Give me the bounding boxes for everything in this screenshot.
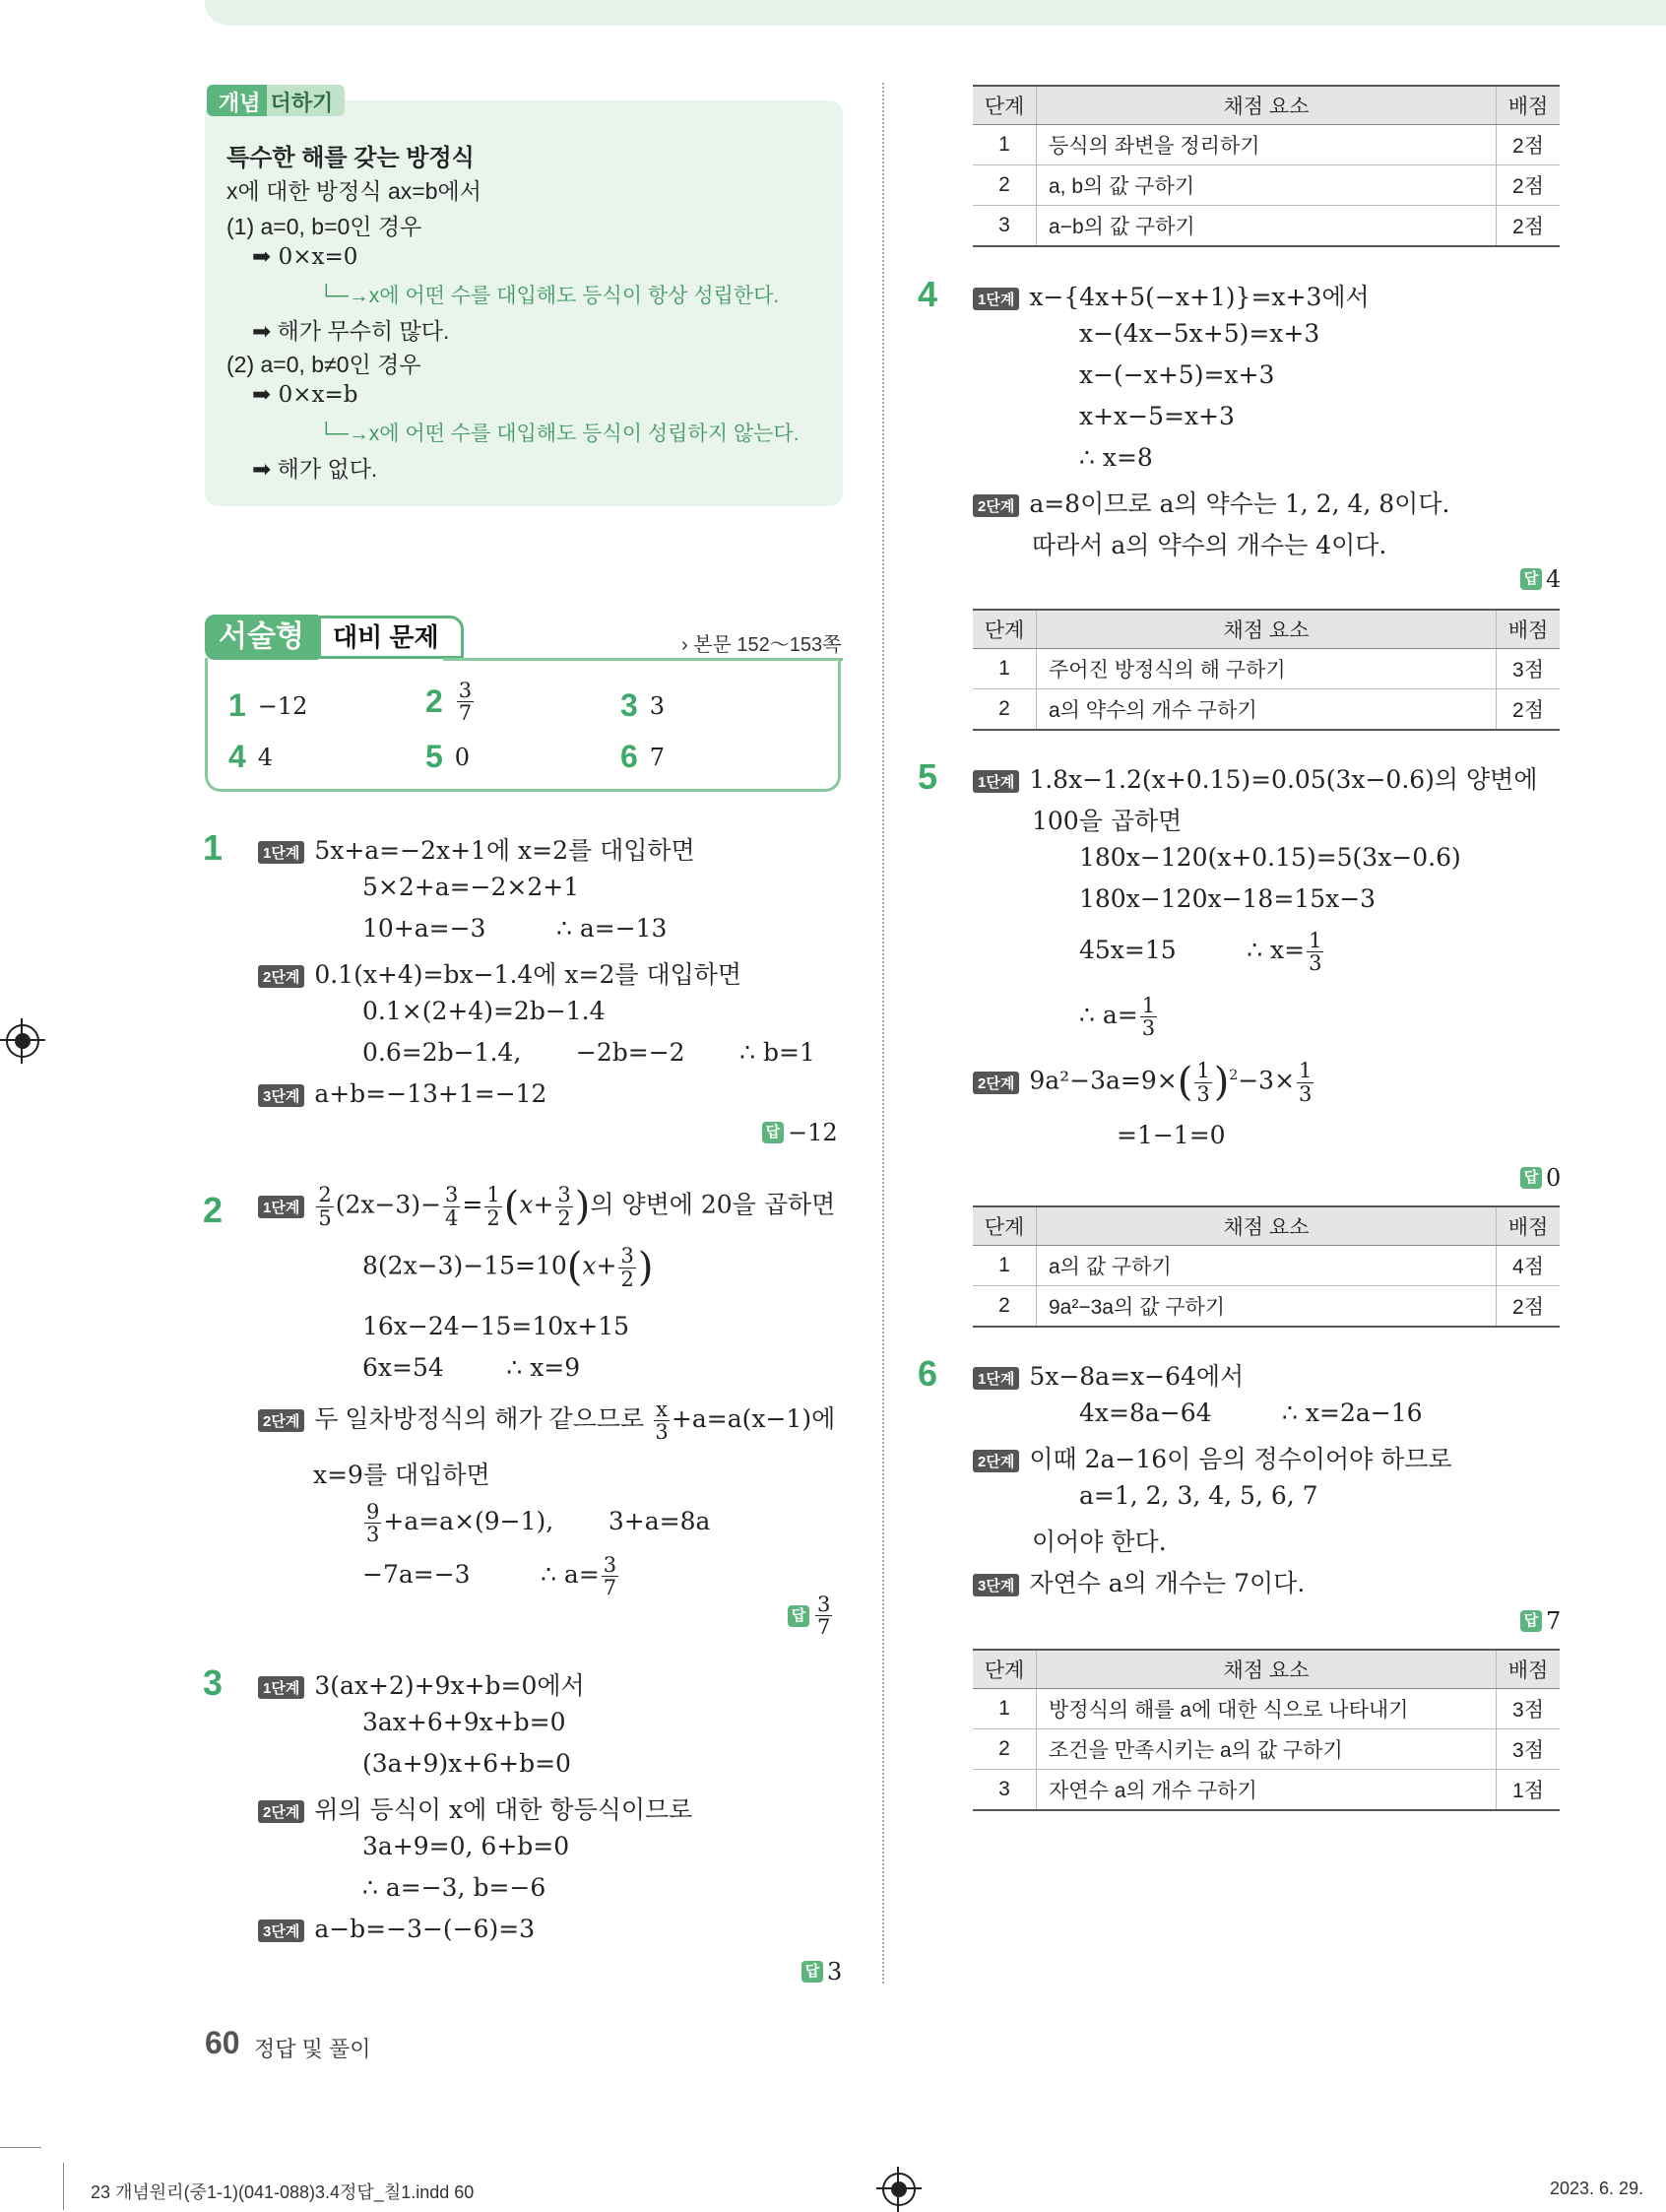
answer-icon: 답 <box>801 1961 823 1983</box>
solution-text: +a=a×(9−1), 3+a=8a <box>383 1507 711 1536</box>
frac-den: 7 <box>603 1576 617 1600</box>
quick-answer <box>425 739 470 775</box>
solution-line: x+x−5=x+3 <box>1079 402 1235 430</box>
table-row <box>973 1729 1560 1770</box>
answer-value: 4 <box>1546 565 1562 593</box>
cell-points: 2점 <box>1497 689 1561 731</box>
solution-text: 위의 등식이 x에 대한 항등식이므로 <box>314 1795 693 1824</box>
answer-icon: 답 <box>762 1122 784 1143</box>
solution-text: 45x=15 ∴ x= <box>1079 936 1306 965</box>
solution-line <box>258 1079 546 1108</box>
table-row <box>973 125 1560 165</box>
answer-value: 4 <box>257 743 274 771</box>
solution-line <box>973 1564 1305 1599</box>
table-header-row <box>973 610 1560 649</box>
col-points: 배점 <box>1497 1206 1561 1246</box>
answer-mark <box>1520 1607 1561 1635</box>
registration-mark-icon <box>882 2173 916 2206</box>
answer-value: −12 <box>788 1119 838 1146</box>
cell-points: 2점 <box>1497 206 1561 247</box>
step-badge: 1단계 <box>973 770 1019 793</box>
table-row <box>973 1286 1560 1328</box>
frac-num: 1 <box>1309 929 1322 952</box>
step-badge: 3단계 <box>973 1574 1019 1596</box>
solution-line: x=9를 대입하면 <box>313 1461 490 1489</box>
step-badge: 1단계 <box>258 1676 304 1699</box>
quick-answer <box>228 687 307 724</box>
table-header-row <box>973 86 1560 125</box>
step-badge: 2단계 <box>258 1409 304 1432</box>
concept-note: └─→x에 어떤 수를 대입해도 등식이 성립하지 않는다. <box>319 423 800 445</box>
paren: ) <box>574 1184 591 1229</box>
crop-mark <box>0 2147 41 2148</box>
table-row <box>973 1689 1560 1729</box>
problem-number: 2 <box>203 1190 224 1230</box>
problem-number: 5 <box>918 756 938 797</box>
quick-answer <box>620 739 665 775</box>
solution-line <box>258 955 741 991</box>
solution-line <box>258 1666 585 1702</box>
col-points: 배점 <box>1497 86 1561 125</box>
solution-line <box>973 1440 1452 1475</box>
col-step: 단계 <box>973 1650 1037 1689</box>
concept-line: (1) a=0, b=0인 경우 <box>226 214 422 239</box>
frac-den: 5 <box>318 1205 332 1230</box>
concept-line: ➡ 0×x=0 <box>252 244 358 270</box>
solution-line: 6x=54 ∴ x=9 <box>362 1353 581 1382</box>
solution-text: (2x−3)− <box>335 1190 442 1219</box>
solution-line: 180x−120x−18=15x−3 <box>1079 884 1377 913</box>
answer-value: 0 <box>1546 1164 1562 1192</box>
cell-step: 2 <box>973 1729 1037 1770</box>
essay-label-a: 서술형 <box>205 615 318 660</box>
top-band <box>205 0 1666 26</box>
col-element: 채점 요소 <box>1037 1650 1497 1689</box>
solution-text: = <box>462 1190 483 1219</box>
concept-line: (2) a=0, b≠0인 경우 <box>226 352 421 377</box>
solution-line: a=1, 2, 3, 4, 5, 6, 7 <box>1079 1481 1318 1510</box>
cell-points: 2점 <box>1497 125 1561 165</box>
solution-line: 0.6=2b−1.4, −2b=−2 ∴ b=1 <box>362 1038 815 1067</box>
frac-num: 3 <box>445 1183 459 1207</box>
solution-text: 3(ax+2)+9x+b=0에서 <box>314 1671 585 1700</box>
step-badge: 1단계 <box>258 841 304 864</box>
solution-line <box>973 760 1537 796</box>
frac-num: 3 <box>603 1553 617 1577</box>
page-number: 60 <box>205 2025 240 2060</box>
scoring-table-5 <box>973 1205 1560 1328</box>
table-row <box>973 165 1560 206</box>
concept-tag-a: 개념 <box>207 85 267 116</box>
step-badge: 1단계 <box>258 1196 304 1218</box>
concept-line: ➡ 해가 무수히 많다. <box>252 318 450 344</box>
solution-line: 10+a=−3 ∴ a=−13 <box>362 914 668 943</box>
frac-den: 3 <box>1309 951 1322 976</box>
scoring-table-4 <box>973 609 1560 731</box>
solution-line <box>258 1915 535 1943</box>
cell-element: a, b의 값 구하기 <box>1037 165 1497 206</box>
scoring-table-3 <box>973 85 1560 247</box>
frac-den: 7 <box>458 701 473 726</box>
solution-line: 0.1×(2+4)=2b−1.4 <box>362 997 606 1025</box>
problem-number: 6 <box>918 1353 938 1394</box>
solution-line <box>362 1501 710 1545</box>
frac-num: 3 <box>557 1183 571 1207</box>
crop-mark <box>63 2163 64 2210</box>
answer-value: 7 <box>1546 1607 1562 1635</box>
quick-answer <box>228 739 273 775</box>
cell-element: a의 약수의 개수 구하기 <box>1037 689 1497 731</box>
solution-line <box>973 278 1370 313</box>
solution-text: −3× <box>1238 1066 1296 1095</box>
frac-num: 3 <box>817 1593 831 1616</box>
cell-step: 1 <box>973 1246 1037 1286</box>
answer-icon: 답 <box>1520 1167 1542 1189</box>
step-badge: 2단계 <box>258 965 304 988</box>
frac-num: 1 <box>486 1183 500 1207</box>
cell-element: 9a²−3a의 값 구하기 <box>1037 1286 1497 1328</box>
solution-line: 180x−120(x+0.15)=5(3x−0.6) <box>1079 843 1461 872</box>
solution-text: 8(2x−3)−15=10 <box>362 1251 567 1280</box>
answer-num: 4 <box>228 739 246 774</box>
solution-text: 두 일차방정식의 해가 같으므로 <box>314 1405 645 1434</box>
solution-text: 5x−8a=x−64에서 <box>1029 1362 1245 1391</box>
step-badge: 2단계 <box>973 1072 1019 1094</box>
answer-mark <box>788 1594 834 1638</box>
answer-mark <box>762 1119 838 1146</box>
solution-line: 100을 곱하면 <box>1032 807 1183 835</box>
solution-line: (3a+9)x+6+b=0 <box>362 1749 571 1778</box>
concept-title: 특수한 해를 갖는 방정식 <box>226 145 475 171</box>
problem-number: 3 <box>203 1662 224 1703</box>
cell-element: 자연수 a의 개수 구하기 <box>1037 1770 1497 1811</box>
table-header-row <box>973 1206 1560 1246</box>
concept-line: ➡ 0×x=b <box>252 382 358 408</box>
var-x: x <box>582 1251 597 1280</box>
cell-step: 2 <box>973 165 1037 206</box>
solution-line <box>258 1399 835 1443</box>
essay-header <box>205 615 464 660</box>
step-badge: 2단계 <box>973 1450 1019 1472</box>
frac-den: 2 <box>620 1267 634 1291</box>
answer-mark <box>1520 565 1561 593</box>
frac-den: 2 <box>486 1205 500 1230</box>
solution-text: 이때 2a−16이 음의 정수이어야 하므로 <box>1029 1445 1452 1473</box>
cell-element: 주어진 방정식의 해 구하기 <box>1037 649 1497 689</box>
solution-text: 자연수 a의 개수는 7이다. <box>1029 1569 1306 1597</box>
col-step: 단계 <box>973 86 1037 125</box>
solution-line: 이어야 한다. <box>1032 1528 1167 1556</box>
table-header-row <box>973 1650 1560 1689</box>
solution-text: ∴ a= <box>1079 1001 1138 1030</box>
solution-line: 5×2+a=−2×2+1 <box>362 873 580 901</box>
cell-step: 1 <box>973 1689 1037 1729</box>
answer-icon: 답 <box>1520 1610 1542 1632</box>
frac-den: 3 <box>1141 1016 1156 1041</box>
col-step: 단계 <box>973 610 1037 649</box>
solution-line <box>1079 930 1325 974</box>
step-badge: 2단계 <box>973 494 1019 517</box>
col-points: 배점 <box>1497 1650 1561 1689</box>
solution-text: a+b=−13+1=−12 <box>314 1079 547 1108</box>
scoring-table-6 <box>973 1649 1560 1811</box>
col-element: 채점 요소 <box>1037 86 1497 125</box>
solution-text: 1.8x−1.2(x+0.15)=0.05(3x−0.6)의 양변에 <box>1029 765 1538 794</box>
paren: ( <box>503 1184 520 1229</box>
frac-den: 3 <box>1299 1081 1313 1106</box>
frac-den: 3 <box>366 1523 380 1547</box>
paren: ) <box>1213 1060 1230 1105</box>
cell-step: 1 <box>973 649 1037 689</box>
solution-text: a−b=−3−(−6)=3 <box>314 1915 536 1943</box>
answer-num: 2 <box>425 683 443 720</box>
solution-line: =1−1=0 <box>1117 1121 1226 1149</box>
cell-points: 3점 <box>1497 1729 1561 1770</box>
cell-element: a의 값 구하기 <box>1037 1246 1497 1286</box>
exponent: 2 <box>1229 1068 1239 1084</box>
frac-den: 4 <box>445 1205 459 1230</box>
solution-line: 1단계 $\frac{2}{5}$ (2x−3)− $\frac{3}{4}$ = $\frac{1}{2}$ (x+ $\frac{3}{2}$ )의 양변에 20을 곱하면 <box>258 1184 835 1229</box>
solution-line <box>973 1357 1244 1393</box>
problem-number: 4 <box>918 274 938 314</box>
frac-den: 2 <box>557 1205 571 1230</box>
footer-label: 정답 및 풀이 <box>254 2037 371 2061</box>
cell-points: 2점 <box>1497 165 1561 206</box>
table-row <box>973 1246 1560 1286</box>
concept-tag <box>207 85 345 116</box>
registration-mark-icon <box>6 1024 39 1058</box>
cell-points: 2점 <box>1497 1286 1561 1328</box>
solution-line: 따라서 a의 약수의 개수는 4이다. <box>1032 531 1387 559</box>
table-row <box>973 689 1560 731</box>
cell-step: 2 <box>973 1286 1037 1328</box>
paren: ( <box>566 1245 583 1290</box>
solution-line <box>973 1060 1315 1105</box>
cell-points: 3점 <box>1497 649 1561 689</box>
frac-num: 1 <box>1141 994 1156 1017</box>
cell-element: a−b의 값 구하기 <box>1037 206 1497 247</box>
table-row <box>973 1770 1560 1811</box>
solution-text: 5x+a=−2x+1에 x=2를 대입하면 <box>314 836 695 865</box>
frac-num: 2 <box>318 1183 332 1207</box>
col-points: 배점 <box>1497 610 1561 649</box>
page-reference: › 본문 152～153쪽 <box>681 634 842 656</box>
answer-num: 3 <box>620 687 638 723</box>
cell-element: 등식의 좌변을 정리하기 <box>1037 125 1497 165</box>
cell-step: 3 <box>973 206 1037 247</box>
solution-text: −7a=−3 ∴ a= <box>362 1560 600 1590</box>
solution-text: 9a²−3a=9× <box>1029 1066 1178 1095</box>
solution-line: x−(4x−5x+5)=x+3 <box>1079 319 1320 348</box>
solution-line: x−(−x+5)=x+3 <box>1079 360 1275 389</box>
table-row <box>973 206 1560 247</box>
concept-note: └─→x에 어떤 수를 대입해도 등식이 항상 성립한다. <box>319 285 780 307</box>
solution-text: 0.1(x+4)=bx−1.4에 x=2를 대입하면 <box>314 960 742 989</box>
essay-label-b: 대비 문제 <box>318 616 464 659</box>
problem-number: 1 <box>203 827 224 868</box>
frac-num: 3 <box>458 679 473 702</box>
col-step: 단계 <box>973 1206 1037 1246</box>
answer-box <box>205 658 841 792</box>
step-badge: 2단계 <box>258 1800 304 1823</box>
answer-icon: 답 <box>788 1605 809 1627</box>
step-badge: 3단계 <box>258 1919 304 1942</box>
frac-den: 3 <box>655 1420 669 1445</box>
frac-num: 9 <box>366 1500 380 1524</box>
page-reference-text: 본문 152～153쪽 <box>693 634 842 656</box>
answer-num: 1 <box>228 687 246 723</box>
cell-element: 방정식의 해를 a에 대한 식으로 나타내기 <box>1037 1689 1497 1729</box>
solution-line: ∴ a=−3, b=−6 <box>362 1873 546 1902</box>
answer-num: 5 <box>425 739 443 774</box>
solution-line: 3ax+6+9x+b=0 <box>362 1708 566 1736</box>
solution-line <box>973 485 1449 520</box>
solution-text: a=8이므로 a의 약수는 1, 2, 4, 8이다. <box>1029 489 1450 518</box>
paren: ) <box>637 1245 654 1290</box>
quick-answer <box>620 687 665 724</box>
solution-text: x−{4x+5(−x+1)}=x+3에서 <box>1029 283 1370 311</box>
solution-line: ∴ x=8 <box>1079 443 1153 472</box>
concept-tag-b: 더하기 <box>267 85 346 116</box>
column-divider <box>882 83 884 1984</box>
col-element: 채점 요소 <box>1037 1206 1497 1246</box>
solution-line <box>1079 995 1159 1039</box>
frac-num: 1 <box>1299 1059 1313 1083</box>
var-x: x <box>519 1190 534 1219</box>
cell-points: 4점 <box>1497 1246 1561 1286</box>
concept-line: x에 대한 방정식 ax=b에서 <box>226 178 481 204</box>
step-badge: 1단계 <box>973 288 1019 310</box>
answer-value: 7 <box>649 743 666 771</box>
solution-text: +a=a(x−1)에 <box>671 1404 836 1434</box>
solution-line: 8(2x−3)−15=10(x+ $\frac{3}{2}$ ) <box>362 1244 654 1291</box>
solution-line <box>258 1790 692 1826</box>
solution-line <box>258 831 695 867</box>
solution-line: 4x=8a−64 ∴ x=2a−16 <box>1079 1399 1423 1427</box>
cell-points: 1점 <box>1497 1770 1561 1811</box>
solution-text: 의 양변에 20을 곱하면 <box>590 1190 836 1219</box>
cell-element: 조건을 만족시키는 a의 값 구하기 <box>1037 1729 1497 1770</box>
concept-line: ➡ 해가 없다. <box>252 456 378 482</box>
table-row <box>973 649 1560 689</box>
answer-mark <box>1520 1164 1561 1192</box>
slug-right: 2023. 6. 29. <box>1550 2179 1644 2198</box>
solution-line <box>362 1554 620 1598</box>
cell-step: 3 <box>973 1770 1037 1811</box>
quick-answer <box>425 680 476 724</box>
answer-mark <box>801 1958 842 1985</box>
answer-icon: 답 <box>1520 568 1542 590</box>
answer-value: 0 <box>454 743 471 771</box>
step-badge: 1단계 <box>973 1367 1019 1390</box>
answer-num: 6 <box>620 739 638 774</box>
answer-value: −12 <box>257 691 308 720</box>
cell-step: 1 <box>973 125 1037 165</box>
frac-num: x <box>656 1398 668 1421</box>
solution-line: 16x−24−15=10x+15 <box>362 1312 630 1340</box>
frac-den: 7 <box>817 1615 831 1640</box>
slug-left: 23 개념원리(중1-1)(041-088)3.4정답_칠1.indd 60 <box>91 2182 475 2202</box>
solution-line: 3a+9=0, 6+b=0 <box>362 1832 570 1860</box>
frac-den: 3 <box>1196 1081 1210 1106</box>
paren: ( <box>1177 1060 1193 1105</box>
step-badge: 3단계 <box>258 1084 304 1107</box>
cell-step: 2 <box>973 689 1037 731</box>
cell-points: 3점 <box>1497 1689 1561 1729</box>
answer-value: 3 <box>827 1958 843 1985</box>
frac-num: 3 <box>620 1244 634 1269</box>
answer-value: 3 <box>649 691 666 720</box>
col-element: 채점 요소 <box>1037 610 1497 649</box>
frac-num: 1 <box>1196 1059 1210 1083</box>
